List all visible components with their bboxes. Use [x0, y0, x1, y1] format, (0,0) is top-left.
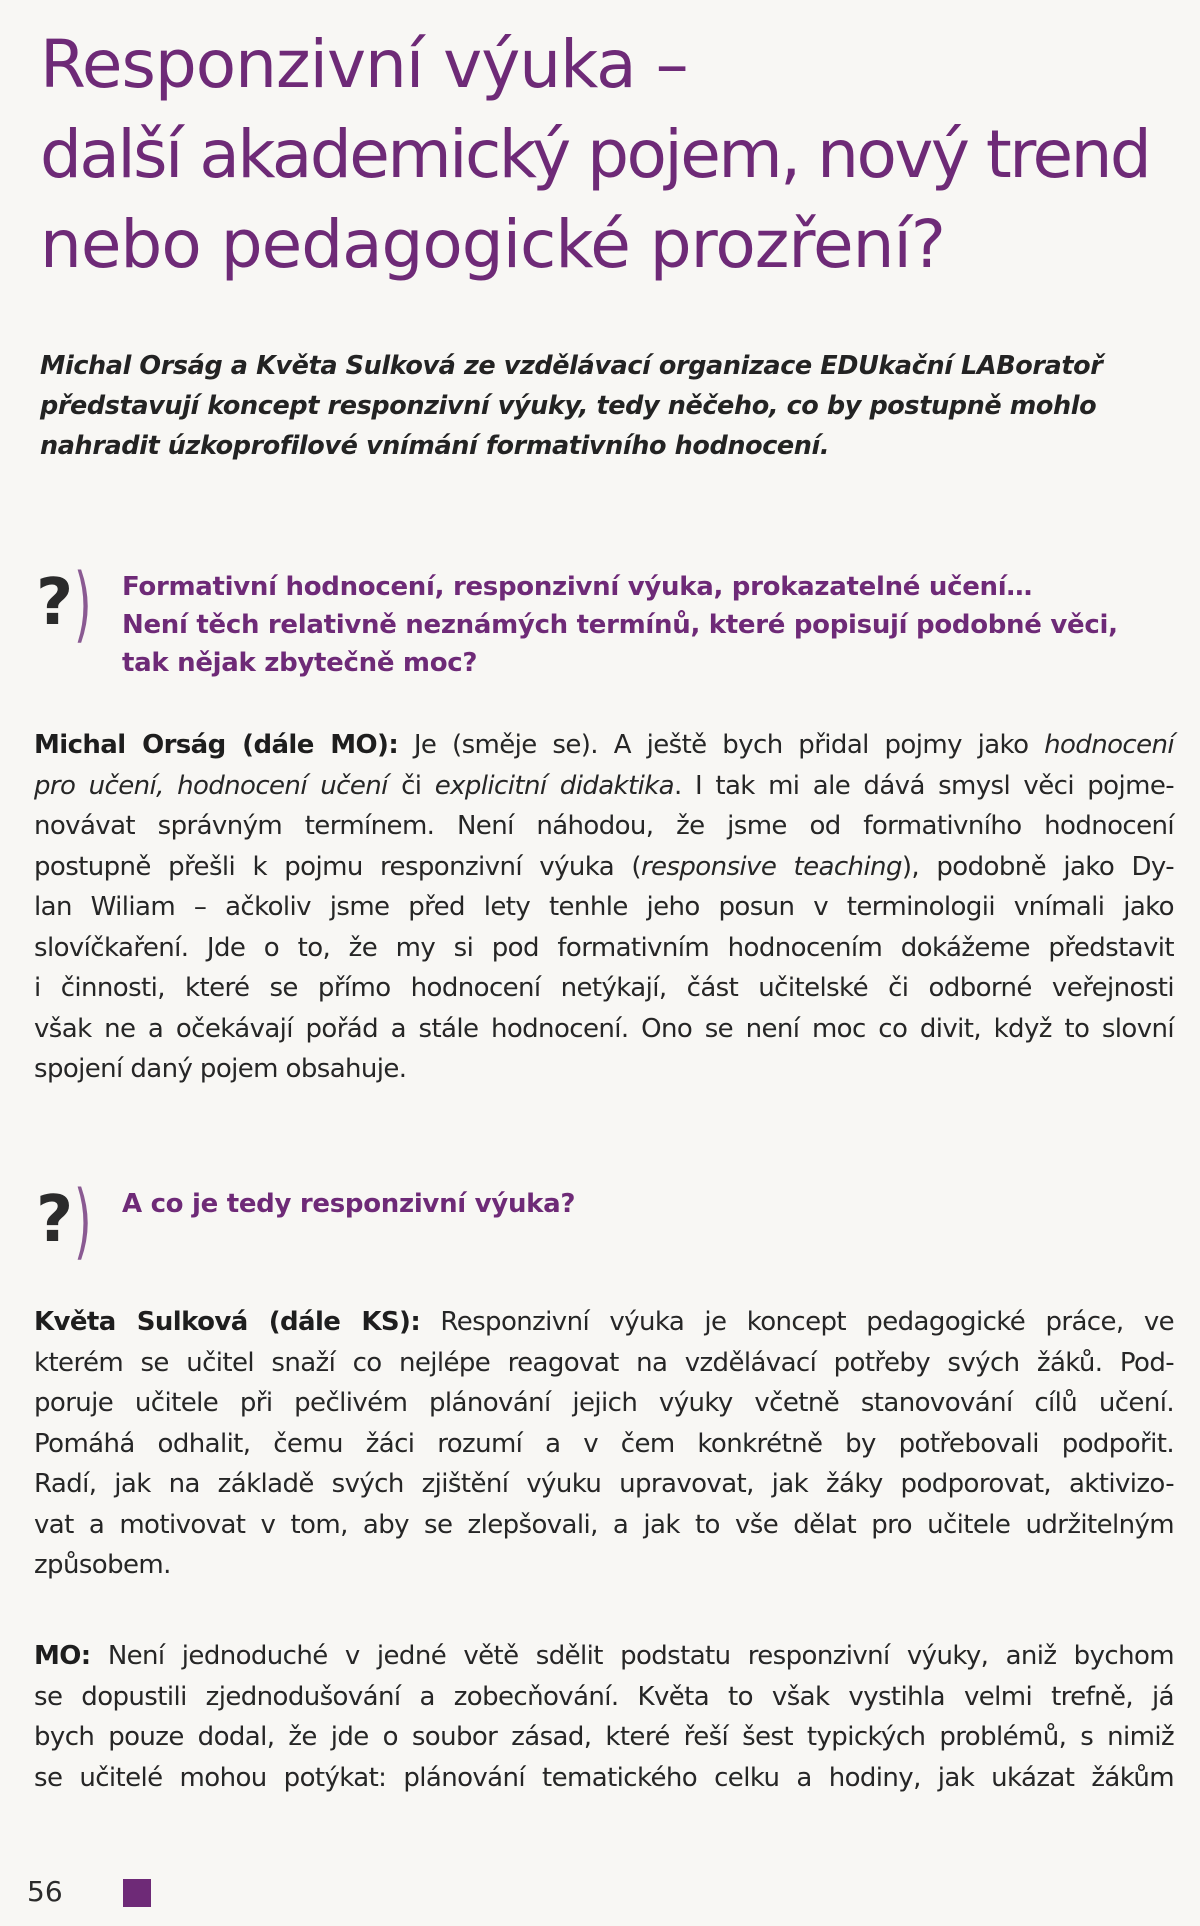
paragraph-line	[34, 1636, 1174, 1677]
speaker-name: Michal Orság (dále MO):	[34, 730, 399, 760]
paragraph-line: i činnosti, které se přímo hodnocení netýkají, část učitelské či odborné veřejnosti	[34, 973, 1174, 1003]
title-line: Responzivní výuka –	[40, 26, 688, 103]
question-text	[122, 568, 1118, 682]
text-run: Není jednoduché v jedné větě sdělit podstatu responzivní výuky, aniž bychom	[107, 1641, 1174, 1671]
paragraph-line: spojení daný pojem obsahuje.	[34, 1054, 407, 1084]
question-paren-icon: )	[74, 557, 92, 652]
italic-term: explicitní didaktika	[434, 770, 675, 801]
question-text	[122, 1185, 575, 1223]
paragraph-line: bych pouze dodal, že jde o soubor zásad, které řeší šest typických problémů, s nimiž	[34, 1722, 1174, 1752]
question-line: Formativní hodnocení, responzivní výuka, prokazatelné učení…	[122, 572, 1033, 602]
article-lead	[40, 346, 1170, 466]
text-run: postupně přešli k pojmu responzivní výuka (	[34, 851, 641, 882]
paragraph-line: se učitelé mohou potýkat: plánování tematického celku a hodiny, jak ukázat žákům	[34, 1762, 1174, 1793]
question-mark-icon: ?	[36, 1183, 74, 1257]
paragraph-line: vat a motivovat v tom, aby se zlepšovali, a jak to vše dělat pro učitele udržitelným	[34, 1509, 1174, 1540]
italic-term: pro učení, hodnocení učení	[34, 770, 388, 801]
question-line: Není těch relativně neznámých termínů, které popisují podobné věci,	[122, 610, 1118, 640]
answer-paragraph-3	[34, 1636, 1174, 1798]
article-title	[40, 20, 1150, 290]
text-run: . I tak mi ale dává smysl věci pojme-	[674, 770, 1174, 801]
paragraph-line: způsobem.	[34, 1550, 171, 1580]
paragraph-line: Pomáhá odhalit, čemu žáci rozumí a v čem konkrétně by potřebovali podpořit.	[34, 1428, 1174, 1459]
text-run: ), podobně jako Dy-	[901, 851, 1174, 882]
text-run: či	[401, 770, 422, 801]
lead-line: představují koncept responzivní výuky, tedy něčeho, co by postupně mohlo	[40, 391, 1097, 421]
speaker-name: Květa Sulková (dále KS):	[34, 1307, 421, 1337]
answer-paragraph-2	[34, 1302, 1174, 1586]
speaker-name: MO:	[34, 1641, 91, 1671]
paragraph-line	[34, 725, 1174, 766]
paragraph-line: se dopustili zjednodušování a zobecňování. Květa to však vystihla velmi trefně, já	[34, 1681, 1174, 1712]
italic-term: responsive teaching	[640, 851, 902, 882]
question-line: tak nějak zbytečně moc?	[122, 648, 478, 678]
paragraph-line: novávat správným termínem. Není náhodou, že jsme od formativního hodnocení	[34, 811, 1174, 841]
paragraph-line: Radí, jak na základě svých zjištění výuku upravovat, jak žáky podporovat, aktivizo-	[34, 1469, 1174, 1499]
answer-paragraph-1	[34, 725, 1174, 1090]
italic-term: hodnocení	[1044, 730, 1174, 760]
question-mark-icon: ?	[36, 566, 74, 640]
page-number: 56	[27, 1875, 63, 1908]
title-line: další akademický pojem, nový trend	[40, 116, 1150, 193]
paragraph-line	[34, 1302, 1174, 1343]
paragraph-line: slovíčkaření. Jde o to, že my si pod formativním hodnocením dokážeme představit	[34, 932, 1174, 963]
text-run: Je (směje se). A ještě bych přidal pojmy jako	[413, 730, 1029, 760]
lead-line: Michal Orság a Květa Sulková ze vzdělávací organizace EDUkační LABoratoř	[40, 351, 1103, 381]
paragraph-line: kterém se učitel snaží co nejlépe reagovat na vzdělávací potřeby svých žáků. Pod-	[34, 1347, 1174, 1378]
lead-line: nahradit úzkoprofilové vnímání formativního hodnocení.	[40, 431, 830, 461]
title-line: nebo pedagogické prozření?	[40, 206, 945, 283]
paragraph-line: lan Wiliam – ačkoliv jsme před lety tenhle jeho posun v terminologii vnímali jako	[34, 892, 1174, 922]
text-run: Responzivní výuka je koncept pedagogické práce, ve	[440, 1307, 1174, 1337]
paragraph-line: poruje učitele při pečlivém plánování jejich výuky včetně stanovování cílů učení.	[34, 1388, 1174, 1418]
question-paren-icon: )	[74, 1174, 92, 1269]
footer-square-marker	[123, 1879, 151, 1907]
paragraph-line	[34, 766, 1174, 807]
question-line: A co je tedy responzivní výuka?	[122, 1189, 576, 1219]
paragraph-line	[34, 847, 1174, 888]
paragraph-line: však ne a očekávají pořád a stále hodnocení. Ono se není moc co divit, když to slovní	[34, 1013, 1174, 1044]
